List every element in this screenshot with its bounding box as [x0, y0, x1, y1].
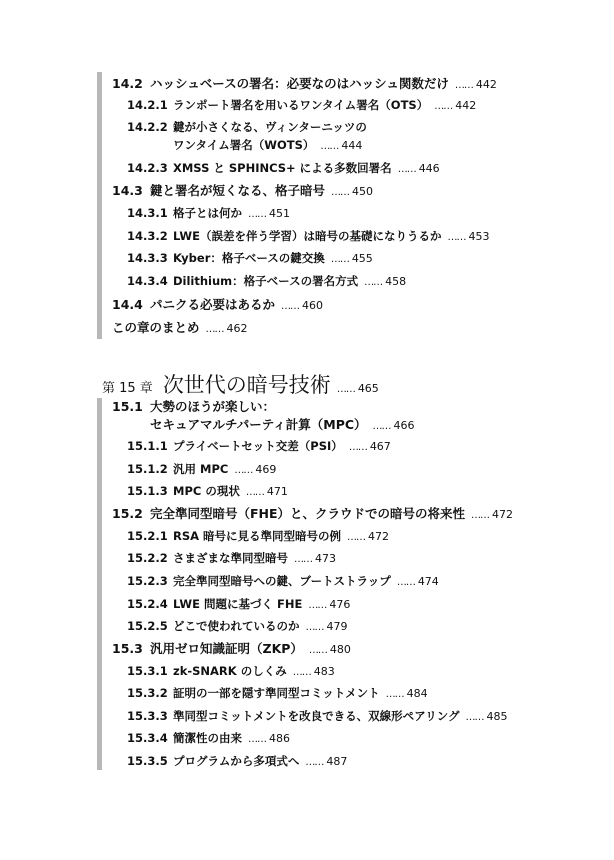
toc-entry-14-3-1[interactable]	[127, 206, 290, 222]
leader-dots: ……	[397, 164, 416, 175]
leader-dots: ……	[248, 209, 266, 220]
section-number: 14.2	[112, 76, 143, 91]
toc-entry-15-2-2[interactable]	[127, 551, 336, 567]
section-title: 証明の一部を隠す準同型コミットメント	[173, 686, 380, 700]
page-number: 451	[269, 207, 290, 220]
page-number: 467	[369, 440, 391, 453]
section-title-continued: セキュアマルチパーティ計算（MPC）	[150, 417, 367, 432]
section-title: Dilithium：格子ベースの署名方式	[173, 274, 359, 288]
toc-entry-15-2-3[interactable]	[127, 574, 439, 590]
section-title: 鍵が小さくなる、ヴィンターニッツの	[173, 120, 367, 134]
section-title: ランポート署名を用いるワンタイム署名（OTS）	[173, 98, 429, 112]
section-number: 15.2.5	[127, 619, 168, 633]
section-number: 15.1.2	[127, 462, 168, 476]
section-title: 準同型コミットメントを改良できる、双線形ペアリング	[173, 709, 460, 723]
section-title: プライベートセット交差（PSI）	[173, 439, 343, 453]
leader-dots: ……	[292, 667, 311, 678]
toc-entry-14-3[interactable]	[112, 183, 373, 200]
leader-dots: ……	[434, 101, 453, 112]
toc-entry-14-2-2[interactable]	[127, 120, 367, 135]
page-number: 455	[351, 252, 373, 265]
section-title: パニクる必要はあるか	[150, 297, 276, 312]
leader-dots: ……	[364, 277, 383, 288]
chapter-15-heading[interactable]	[102, 369, 379, 399]
toc-entry-14-2-3[interactable]	[127, 161, 440, 177]
section-title: LWE（誤差を伴う学習）は暗号の基礎になりうるか	[173, 229, 442, 243]
toc-entry-15-1[interactable]	[112, 399, 275, 414]
page-number: 442	[455, 99, 477, 112]
page-number: 458	[385, 275, 407, 288]
page-number: 465	[357, 382, 379, 395]
page-number: 479	[326, 620, 348, 633]
section-number: 14.3	[112, 183, 143, 198]
toc-entry-15-3-5[interactable]	[127, 754, 347, 770]
section-number: 14.4	[112, 297, 143, 312]
leader-dots: ……	[281, 301, 300, 312]
leader-dots: ……	[234, 465, 253, 476]
leader-dots: ……	[471, 510, 490, 521]
section-title: 格子とは何か	[173, 206, 242, 220]
leader-dots: ……	[372, 421, 391, 432]
page-number: 474	[417, 575, 439, 588]
section-title: LWE 問題に基づく FHE	[173, 597, 303, 611]
page-number: 480	[329, 643, 351, 656]
page-number: 473	[315, 552, 336, 565]
leader-dots: ……	[305, 757, 324, 768]
page-number: 460	[302, 299, 324, 312]
leader-dots: ……	[245, 487, 264, 498]
section-title: 汎用ゼロ知識証明（ZKP）	[150, 641, 303, 656]
section-title: 鍵と署名が短くなる、格子暗号	[150, 183, 326, 198]
leader-dots: ……	[205, 324, 224, 335]
leader-dots: ……	[347, 532, 366, 543]
toc-entry-14-2-1[interactable]	[127, 98, 476, 114]
toc-entry-15-3-3[interactable]	[127, 709, 507, 725]
toc-entry-15-3-4[interactable]	[127, 731, 290, 747]
section-title: 完全準同型暗号への鍵、ブートストラップ	[173, 574, 391, 588]
toc-entry-15-1-3[interactable]	[127, 484, 288, 500]
section-number: 15.2.3	[127, 574, 168, 588]
leader-dots: ……	[447, 232, 466, 243]
section-title: XMSS と SPHINCS+ による多数回署名	[173, 161, 392, 175]
page-number: 476	[329, 598, 351, 611]
leader-dots: ……	[308, 645, 327, 656]
leader-dots: ……	[330, 254, 349, 265]
section-number: 15.2.2	[127, 551, 168, 565]
section-title: 汎用 MPC	[173, 462, 229, 476]
leader-dots: ……	[331, 187, 350, 198]
page-number: 450	[352, 185, 374, 198]
leader-dots: ……	[320, 141, 339, 152]
section-title: どこで使われているのか	[173, 619, 300, 633]
page-number: 486	[269, 732, 290, 745]
section-title: Kyber：格子ベースの鍵交換	[173, 251, 325, 265]
toc-entry-15-1-2[interactable]	[127, 462, 276, 478]
page-number: 471	[266, 485, 288, 498]
section-number: 15.1.3	[127, 484, 168, 498]
page-number: 485	[486, 710, 508, 723]
toc-entry-15-3[interactable]	[112, 641, 351, 658]
section-title: プログラムから多項式へ	[173, 754, 300, 768]
section-number: 15.3.3	[127, 709, 168, 723]
section-title: zk-SNARK のしくみ	[173, 664, 287, 678]
section-title: さまざまな準同型暗号	[173, 551, 288, 565]
toc-entry-15-2-5[interactable]	[127, 619, 348, 635]
section-title: 大勢のほうが楽しい：	[150, 399, 276, 414]
section-title: ハッシュベースの署名：必要なのはハッシュ関数だけ	[150, 76, 449, 91]
leader-dots: ……	[248, 734, 266, 745]
page-number: 472	[492, 508, 514, 521]
section-number: 14.2.3	[127, 161, 168, 175]
page-number: 444	[341, 139, 363, 152]
leader-dots: ……	[305, 622, 324, 633]
chapter-15-sidebar-bar	[97, 398, 102, 770]
page-number: 466	[393, 419, 415, 432]
leader-dots: ……	[385, 689, 404, 700]
toc-entry-14-2[interactable]	[112, 76, 497, 93]
leader-dots: ……	[465, 712, 484, 723]
toc-entry-14-3-2[interactable]	[127, 229, 489, 245]
toc-entry-15-2-1[interactable]	[127, 529, 389, 545]
section-number: 14.3.2	[127, 229, 168, 243]
toc-entry-14-3-4[interactable]	[127, 274, 406, 290]
page-number: 442	[475, 78, 497, 91]
section-number: 15.1	[112, 399, 143, 414]
chapter-title: 次世代の暗号技術	[162, 373, 331, 397]
section-number: 14.3.4	[127, 274, 168, 288]
leader-dots: ……	[336, 384, 355, 395]
section-title: 簡潔性の由来	[173, 731, 242, 745]
toc-entry-15-3-2[interactable]	[127, 686, 428, 702]
section-number: 15.3.4	[127, 731, 168, 745]
toc-entry-15-1-1[interactable]	[127, 439, 391, 455]
section-title: この章のまとめ	[112, 320, 200, 335]
toc-entry-14-3-3[interactable]	[127, 251, 373, 267]
toc-entry-14-2-2-continued[interactable]	[173, 138, 362, 154]
page-number: 446	[418, 162, 440, 175]
section-number: 14.3.3	[127, 251, 168, 265]
leader-dots: ……	[348, 442, 367, 453]
section-title-continued: ワンタイム署名（WOTS）	[173, 138, 315, 152]
chapter-label: 第 15 章	[102, 381, 153, 396]
section-number: 15.2.4	[127, 597, 168, 611]
toc-entry-14-4[interactable]	[112, 297, 323, 314]
chapter-14-sidebar-bar	[97, 72, 102, 339]
section-number: 14.2.1	[127, 98, 168, 112]
toc-entry-15-2[interactable]	[112, 506, 513, 523]
leader-dots: ……	[308, 600, 327, 611]
section-number: 15.2	[112, 506, 143, 521]
toc-entry-15-3-1[interactable]	[127, 664, 335, 680]
page-number: 487	[326, 755, 348, 768]
leader-dots: ……	[454, 80, 473, 91]
section-title: RSA 暗号に見る準同型暗号の例	[173, 529, 342, 543]
section-number: 14.3.1	[127, 206, 168, 220]
page-number: 469	[255, 463, 277, 476]
toc-entry-15-1-continued[interactable]	[150, 417, 415, 434]
section-title: MPC の現状	[173, 484, 240, 498]
section-number: 15.1.1	[127, 439, 168, 453]
leader-dots: ……	[396, 577, 415, 588]
section-number: 14.2.2	[127, 120, 168, 134]
toc-entry-15-2-4[interactable]	[127, 597, 350, 613]
page-number: 483	[313, 665, 335, 678]
section-number: 15.2.1	[127, 529, 168, 543]
section-number: 15.3.5	[127, 754, 168, 768]
page-number: 462	[226, 322, 248, 335]
section-number: 15.3	[112, 641, 143, 656]
page-number: 453	[468, 230, 490, 243]
section-number: 15.3.1	[127, 664, 168, 678]
section-title: 完全準同型暗号（FHE）と、クラウドでの暗号の将来性	[150, 506, 466, 521]
section-number: 15.3.2	[127, 686, 168, 700]
page-number: 484	[406, 687, 428, 700]
leader-dots: ……	[294, 554, 312, 565]
page-number: 472	[368, 530, 390, 543]
toc-entry-chapter-summary[interactable]	[112, 320, 248, 337]
